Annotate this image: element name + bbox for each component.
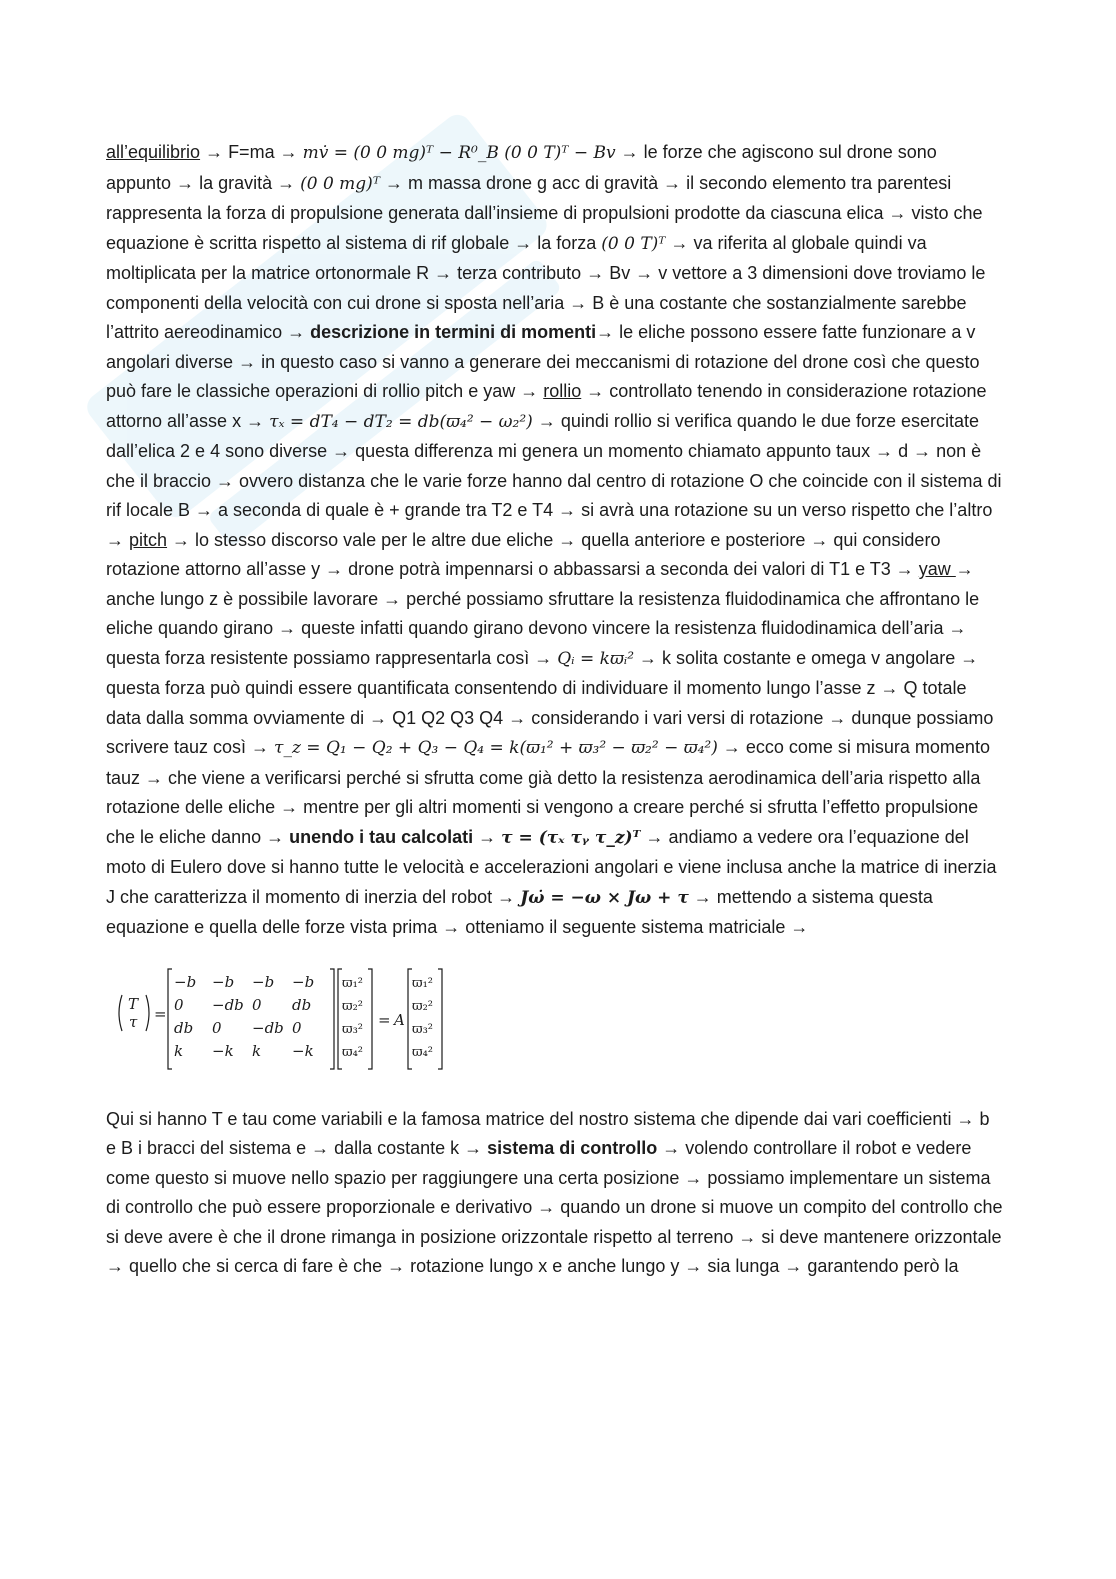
matrix-cell: 0 [212,1018,222,1037]
text-run: pitch [129,529,168,550]
matrix-cell: db [174,1018,194,1037]
text-run: → lo stesso discorso vale per le altre due eliche → quella anteriore e posteriore → qui considero rotazione attorno all’asse y → drone potrà impennarsi o abbassarsi a seconda dei valori di T1 e T3 → [106,529,941,579]
omega-squared-entry: ϖ₁² [342,975,364,991]
text-run: → F=ma → [200,142,303,162]
text-run: → le eliche possono essere fatte funzionare a v angolari diverse → in questo caso si vanno a generare dei meccanismi di rotazione del drone così che questo può fare le classiche operazioni di rollio pitch e yaw → [106,322,980,401]
matrix-cell: −k [212,1041,234,1060]
text-run: → k solita costante e omega v angolare → questa forza può quindi essere quantificata consentendo di individuare il momento lungo l’asse z → Q totale data dalla somma ovviamente di → Q1 Q2 Q3 Q4 → considerando i vari versi di rotazione → dunque possiamo scrivere tauz così → [106,647,994,757]
omega-squared-entry: ϖ₄² [412,1044,434,1060]
text-run: Qᵢ = kϖᵢ² [557,648,635,669]
text-run: unendo i tau calcolati [289,826,474,847]
text-run: → va riferita al globale quindi va moltiplicata per la matrice ortonormale R → terza contributo → Bv → v vettore a 3 dimensioni dove troviamo le componenti della velocità con cui drone si sposta nell’aria → B è una costante che sostanzialmente sarebbe l’attrito aereodinamico → [106,232,986,342]
lhs-tau: τ [129,1012,138,1031]
text-run: → controllato tenendo in considerazione rotazione attorno all’asse x → [106,381,987,431]
text-run: all’equilibrio [106,142,201,162]
lhs-T: T [128,994,139,1013]
matrix-cell: −b [252,972,275,991]
matrix-A: A [394,1010,405,1029]
matrix-equation [112,965,1004,1075]
omega-squared-entry: ϖ₂² [342,998,364,1014]
text-run: Qui si hanno T e tau come variabili e la famosa matrice del nostro sistema che dipende dai vari coefficienti → b e B i bracci del sistema e → dalla costante k → [106,1108,990,1158]
matrix-cell: 0 [292,1018,302,1037]
text-run: Jω̇ = −ω × Jω + τ [520,887,689,908]
equals-sign-2: = [378,1010,391,1029]
paragraph-control-system [106,1105,1004,1282]
matrix-cell: k [252,1041,262,1060]
matrix-cell: −db [212,995,244,1014]
text-run: τ_z = Q₁ − Q₂ + Q₃ − Q₄ = k(ϖ₁² + ϖ₃² − ϖ₂² − ϖ₄²) [274,738,718,758]
document-page [106,138,1004,1282]
matrix-cell: k [174,1041,184,1060]
matrix-cell: 0 [252,995,262,1014]
text-run: → volendo controllare il robot e vedere come questo si muove nello spazio per raggiungere una certa posizione → possiamo implementare un sistema di controllo che può essere proporzionale e derivativo → quando un drone si muove un compito del controllo che si deve avere è che il drone rimanga in posizione orizzontale rispetto al terreno → si deve mantenere orizzontale → quello che si cerca di fare è che → rotazione lungo x e anche lungo y → sia lunga → garantendo però la [106,1138,1003,1276]
matrix-cell: −k [292,1041,314,1060]
text-run: yaw [918,559,956,579]
text-run: (0 0 mg)ᵀ [300,173,380,194]
omega-squared-entry: ϖ₂² [412,998,434,1014]
matrix-cell: −b [212,972,235,991]
matrix-cell: 0 [174,995,184,1014]
matrix-cell: db [292,995,312,1014]
text-run: → mettendo a sistema questa equazione e quella delle forze vista prima → otteniamo il seguente sistema matriciale → [106,886,933,937]
matrix-cell: −b [292,972,315,991]
text-run: sistema di controllo [487,1138,658,1158]
text-run: (0 0 T)ᵀ [601,233,666,254]
text-run: mv̇ = (0 0 mg)ᵀ − R⁰_B (0 0 T)ᵀ − Bv [302,143,616,163]
omega-squared-entry: ϖ₃² [342,1021,364,1037]
text-run: rollio [543,381,582,401]
matrix-cell: −db [252,1018,284,1037]
text-run: → quindi rollio si verifica quando le due forze esercitate dall’elica 2 e 4 sono diverse → questa differenza mi genera un momento chiamato appunto taux → d → non è che il braccio → ovvero distanza che le varie forze hanno dal centro di rotazione O che coincide con il sistema di rif locale B → a seconda di quale è + grande tra T2 e T4 → si avrà una rotazione su un verso rispetto che l’altro → [106,410,1002,550]
text-run: → ecco come si misura momento tauz → che viene a verificarsi perché si sfrutta come già detto la resistenza aerodinamica dell’aria rispetto alla rotazione delle eliche → mentre per gli altri momenti si vengono a creare perché si sfrutta l’effetto propulsione che le eliche danno → [106,737,990,847]
text-run: → andiamo a vedere ora l’equazione del moto di Eulero dove si hanno tutte le velocità e accelerazioni angolari e viene inclusa anche la matrice di inerzia J che caratterizza il momento di inerzia del robot → [106,826,997,907]
paragraph-forces-moments [106,138,1004,943]
text-run: → le forze che agiscono sul drone sono appunto → la gravità → [106,142,937,193]
omega-squared-entry: ϖ₄² [342,1044,364,1060]
matrix-cell: −b [174,972,197,991]
text-run: → anche lungo z è possibile lavorare → perché possiamo sfruttare la resistenza fluidodinamica che affrontano le eliche quando girano → queste infatti quando girano devono vincere la resistenza fluidodinamica dell’aria → questa forza resistente possiamo rappresentarla così → [106,559,980,668]
equals-sign-1: = [154,1004,167,1023]
text-run: → [473,826,502,847]
text-run: descrizione in termini di momenti [310,322,597,342]
omega-squared-entry: ϖ₃² [412,1021,434,1037]
omega-squared-entry: ϖ₁² [412,975,434,991]
text-run: → m massa drone g acc di gravità → il secondo elemento tra parentesi rappresenta la forza di propulsione generata dall’insieme di propulsioni prodotte da ciascuna elica → visto che equazione è scritta rispetto al sistema di rif globale → la forza [106,172,983,253]
text-run: τ = (τₓ τᵧ τ_z)ᵀ [501,827,641,848]
matrix-system [112,965,472,1075]
text-run: τₓ = dT₄ − dT₂ = db(ϖ₄² − ω₂²) [269,411,533,432]
